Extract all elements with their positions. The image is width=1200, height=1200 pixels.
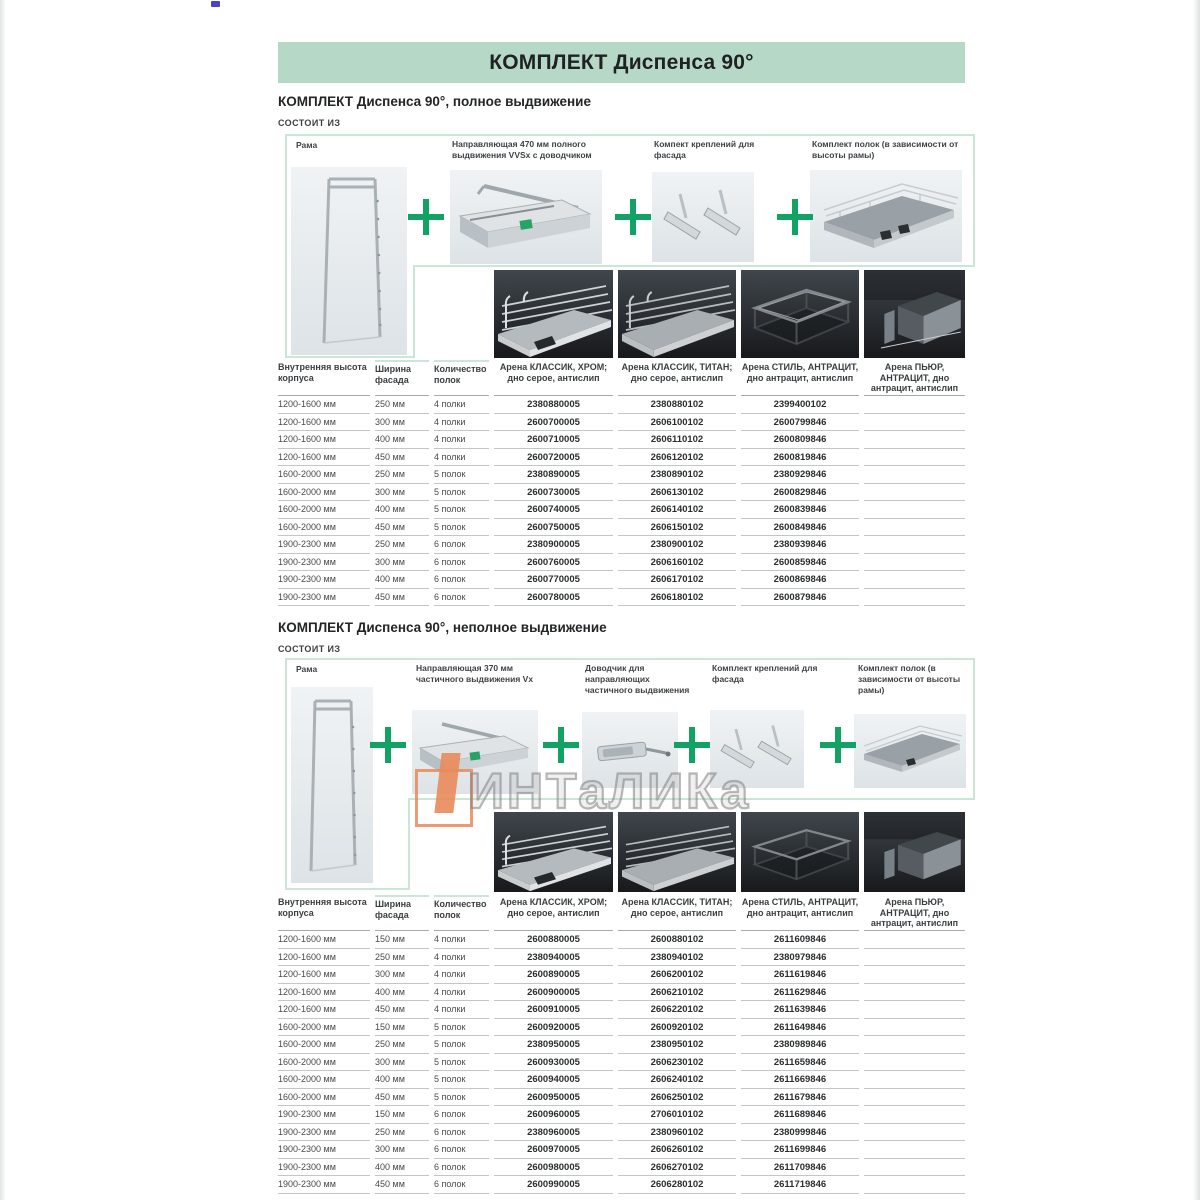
- shelf-kit-image: [854, 714, 966, 788]
- article-number: 2606160102: [618, 554, 736, 572]
- table-row: [278, 1124, 965, 1142]
- table-row: [278, 466, 965, 484]
- column-header: Внутренняя высота корпуса: [278, 360, 370, 396]
- table-header-row: [278, 360, 965, 396]
- spec-cell: 1600-2000 мм: [278, 1089, 370, 1107]
- article-number: 2600819846: [741, 449, 859, 467]
- article-number: 2600880005: [494, 931, 613, 949]
- article-number: 2611689846: [741, 1106, 859, 1124]
- column-header: Арена КЛАССИК, ХРОМ; дно серое, антислип: [494, 895, 613, 931]
- spec-cell: 250 мм: [375, 1036, 429, 1054]
- article-number: 2380940102: [618, 949, 736, 967]
- column-header: Арена КЛАССИК, ТИТАН; дно серое, антислип: [618, 895, 736, 931]
- article-number: [864, 1159, 965, 1177]
- spec-cell: 300 мм: [375, 484, 429, 502]
- spec-cell: 1900-2300 мм: [278, 554, 370, 572]
- spec-cell: 450 мм: [375, 589, 429, 607]
- article-number: 2380900102: [618, 536, 736, 554]
- table-row: [278, 589, 965, 607]
- product-photo-arena-pure-anthracite: [864, 270, 965, 358]
- article-number: 2380939846: [741, 536, 859, 554]
- spec-cell: 4 полки: [434, 1001, 489, 1019]
- article-number: 2611629846: [741, 984, 859, 1002]
- component-label-damper: Доводчик для направляющих частичного выдвижения: [585, 663, 690, 695]
- component-label-rail: Направляющая 470 мм полного выдвижения VVSx с доводчиком: [452, 139, 592, 160]
- article-number: 2380960102: [618, 1124, 736, 1142]
- article-number: 2600930005: [494, 1054, 613, 1072]
- spec-cell: 1900-2300 мм: [278, 1106, 370, 1124]
- article-number: [864, 1176, 965, 1194]
- spec-cell: 5 полок: [434, 1071, 489, 1089]
- spec-cell: 1600-2000 мм: [278, 1036, 370, 1054]
- product-photo-arena-style-anthracite: [741, 270, 859, 358]
- spec-cell: 4 полки: [434, 431, 489, 449]
- component-label-shelves: Комплект полок (в зависимости от высоты рамы): [858, 663, 961, 695]
- article-number: 2606220102: [618, 1001, 736, 1019]
- spec-cell: 400 мм: [375, 1071, 429, 1089]
- component-label-fixings: Компект креплений для фасада: [654, 139, 755, 160]
- spec-cell: 300 мм: [375, 966, 429, 984]
- article-number: [864, 431, 965, 449]
- article-number: 2600980005: [494, 1159, 613, 1177]
- spec-cell: 5 полок: [434, 519, 489, 537]
- spec-cell: 1200-1600 мм: [278, 966, 370, 984]
- article-number: 2600839846: [741, 501, 859, 519]
- column-header: Количество полок: [434, 895, 489, 931]
- column-header: Количество полок: [434, 360, 489, 396]
- article-number: 2606200102: [618, 966, 736, 984]
- spec-cell: 300 мм: [375, 414, 429, 432]
- spec-cell: 1900-2300 мм: [278, 1176, 370, 1194]
- table-row: [278, 966, 965, 984]
- spec-cell: 6 полок: [434, 1124, 489, 1142]
- spec-cell: 6 полок: [434, 1176, 489, 1194]
- component-label-fixings: Комплект креплений для фасада: [712, 663, 818, 684]
- article-number: 2380890102: [618, 466, 736, 484]
- table-body: [278, 396, 965, 606]
- spec-cell: 1600-2000 мм: [278, 1071, 370, 1089]
- spec-cell: 1600-2000 мм: [278, 1019, 370, 1037]
- spec-cell: 250 мм: [375, 536, 429, 554]
- article-number: 2606100102: [618, 414, 736, 432]
- article-number: 2600750005: [494, 519, 613, 537]
- scan-artifact-dot: [211, 1, 220, 7]
- table-row: [278, 931, 965, 949]
- spec-cell: 4 полки: [434, 396, 489, 414]
- spec-cell: 1600-2000 мм: [278, 484, 370, 502]
- consists-of-label: СОСТОИТ ИЗ: [278, 118, 341, 128]
- product-photo-arena-classic-chrome: [494, 812, 613, 892]
- article-number: 2600920005: [494, 1019, 613, 1037]
- article-number: 2606280102: [618, 1176, 736, 1194]
- article-number: [864, 554, 965, 572]
- article-number: [864, 501, 965, 519]
- article-number: [864, 484, 965, 502]
- spec-cell: 400 мм: [375, 571, 429, 589]
- spec-cell: 6 полок: [434, 536, 489, 554]
- watermark-text: ИНТаЛИКа: [468, 763, 752, 819]
- article-number: [864, 966, 965, 984]
- article-number: [864, 984, 965, 1002]
- column-header: Внутренняя высота корпуса: [278, 895, 370, 931]
- spec-cell: 450 мм: [375, 449, 429, 467]
- spec-cell: 1200-1600 мм: [278, 984, 370, 1002]
- column-header: Арена ПЬЮР, АНТРАЦИТ, дно антрацит, антислип: [864, 895, 965, 931]
- spec-cell: 6 полок: [434, 571, 489, 589]
- product-photo-arena-classic-chrome: [494, 270, 613, 358]
- spec-cell: 6 полок: [434, 589, 489, 607]
- spec-cell: 6 полок: [434, 1106, 489, 1124]
- article-number: [864, 571, 965, 589]
- article-number: [864, 1001, 965, 1019]
- article-number: 2611679846: [741, 1089, 859, 1107]
- component-label-rail: Направляющая 370 мм частичного выдвижения Vx: [416, 663, 534, 684]
- article-number: 2600730005: [494, 484, 613, 502]
- article-number: [864, 931, 965, 949]
- article-number: 2380960005: [494, 1124, 613, 1142]
- article-number: 2600720005: [494, 449, 613, 467]
- spec-cell: 1900-2300 мм: [278, 1141, 370, 1159]
- article-number: 2606210102: [618, 984, 736, 1002]
- article-number: [864, 949, 965, 967]
- article-number: 2600799846: [741, 414, 859, 432]
- article-number: 2611609846: [741, 931, 859, 949]
- column-header: Арена СТИЛЬ, АНТРАЦИТ, дно антрацит, антислип: [741, 895, 859, 931]
- spec-cell: 1200-1600 мм: [278, 414, 370, 432]
- spec-cell: 1200-1600 мм: [278, 949, 370, 967]
- spec-cell: 1600-2000 мм: [278, 466, 370, 484]
- article-number: [864, 466, 965, 484]
- table-header-row: [278, 895, 965, 931]
- article-number: 2606120102: [618, 449, 736, 467]
- table-row: [278, 396, 965, 414]
- spec-cell: 5 полок: [434, 466, 489, 484]
- plus-icon: [777, 199, 813, 235]
- table-row: [278, 1036, 965, 1054]
- product-photo-arena-style-anthracite: [741, 812, 859, 892]
- spec-cell: 300 мм: [375, 554, 429, 572]
- article-number: [864, 1106, 965, 1124]
- spec-cell: 5 полок: [434, 1036, 489, 1054]
- section-title: КОМПЛЕКТ Диспенса 90°, неполное выдвижение: [278, 620, 607, 635]
- article-number: 2611649846: [741, 1019, 859, 1037]
- article-number: 2600849846: [741, 519, 859, 537]
- fascia-fixing-kit-image: [652, 172, 754, 262]
- spec-cell: 400 мм: [375, 984, 429, 1002]
- spec-cell: 250 мм: [375, 949, 429, 967]
- spec-cell: 1200-1600 мм: [278, 396, 370, 414]
- article-number: 2600950005: [494, 1089, 613, 1107]
- article-number: 2600970005: [494, 1141, 613, 1159]
- article-number: 2399400102: [741, 396, 859, 414]
- spec-cell: 5 полок: [434, 484, 489, 502]
- table-row: [278, 1089, 965, 1107]
- spec-cell: 4 полки: [434, 414, 489, 432]
- spec-cell: 400 мм: [375, 1159, 429, 1177]
- component-label-shelves: Комплект полок (в зависимости от высоты рамы): [812, 139, 959, 160]
- plus-icon: [674, 727, 710, 763]
- article-number: 2600900005: [494, 984, 613, 1002]
- product-photo-arena-classic-titan: [618, 270, 736, 358]
- article-number: 2600760005: [494, 554, 613, 572]
- product-photo-arena-classic-titan: [618, 812, 736, 892]
- article-number: [864, 396, 965, 414]
- article-number: 2600940005: [494, 1071, 613, 1089]
- spec-cell: 6 полок: [434, 1141, 489, 1159]
- article-number: 2606240102: [618, 1071, 736, 1089]
- spec-cell: 1900-2300 мм: [278, 1159, 370, 1177]
- article-number: [864, 1124, 965, 1142]
- spec-cell: 5 полок: [434, 1019, 489, 1037]
- article-number: [864, 1019, 965, 1037]
- spec-cell: 4 полки: [434, 949, 489, 967]
- product-photo-arena-pure-anthracite: [864, 812, 965, 892]
- article-number: [864, 1071, 965, 1089]
- table-row: [278, 501, 965, 519]
- article-number: 2611669846: [741, 1071, 859, 1089]
- spec-cell: 4 полки: [434, 966, 489, 984]
- table-row: [278, 1141, 965, 1159]
- article-number: 2706010102: [618, 1106, 736, 1124]
- spec-cell: 250 мм: [375, 466, 429, 484]
- article-number: [864, 414, 965, 432]
- spec-cell: 1600-2000 мм: [278, 1054, 370, 1072]
- article-number: [864, 1141, 965, 1159]
- plus-icon: [820, 727, 856, 763]
- page-banner: [278, 42, 965, 83]
- spec-cell: 4 полки: [434, 984, 489, 1002]
- article-number: 2380950005: [494, 1036, 613, 1054]
- table-row: [278, 984, 965, 1002]
- column-header: Арена ПЬЮР, АНТРАЦИТ, дно антрацит, антислип: [864, 360, 965, 396]
- spec-cell: 1600-2000 мм: [278, 501, 370, 519]
- plus-icon: [408, 199, 444, 235]
- table-row: [278, 1054, 965, 1072]
- article-number: 2600960005: [494, 1106, 613, 1124]
- article-number: 2606140102: [618, 501, 736, 519]
- table-row: [278, 536, 965, 554]
- article-number: 2606250102: [618, 1089, 736, 1107]
- table-row: [278, 1019, 965, 1037]
- article-number: 2380950102: [618, 1036, 736, 1054]
- article-number: 2600740005: [494, 501, 613, 519]
- spec-cell: 300 мм: [375, 1141, 429, 1159]
- article-number: 2611709846: [741, 1159, 859, 1177]
- table-row: [278, 1159, 965, 1177]
- article-number: 2380999846: [741, 1124, 859, 1142]
- article-number: 2380989846: [741, 1036, 859, 1054]
- page-edge-right: [1193, 0, 1200, 1200]
- article-number: 2380880102: [618, 396, 736, 414]
- table-row: [278, 414, 965, 432]
- consists-of-label: СОСТОИТ ИЗ: [278, 644, 341, 654]
- spec-cell: 5 полок: [434, 1054, 489, 1072]
- spec-cell: 450 мм: [375, 1176, 429, 1194]
- article-number: 2380900005: [494, 536, 613, 554]
- article-number: 2606260102: [618, 1141, 736, 1159]
- article-number: [864, 589, 965, 607]
- spec-cell: 6 полок: [434, 1159, 489, 1177]
- spec-cell: 1900-2300 мм: [278, 1124, 370, 1142]
- spec-cell: 400 мм: [375, 501, 429, 519]
- article-number: 2606150102: [618, 519, 736, 537]
- spec-cell: 1600-2000 мм: [278, 519, 370, 537]
- table-row: [278, 1001, 965, 1019]
- spec-cell: 4 полки: [434, 449, 489, 467]
- table-row: [278, 1071, 965, 1089]
- component-label-frame: Рама: [296, 140, 318, 150]
- table-row: [278, 571, 965, 589]
- article-number: 2380979846: [741, 949, 859, 967]
- rail-470-product-image: [450, 170, 602, 264]
- section-title: КОМПЛЕКТ Диспенса 90°, полное выдвижение: [278, 94, 591, 109]
- shelf-kit-image: [810, 170, 962, 262]
- page-title: КОМПЛЕКТ Диспенса 90°: [489, 50, 754, 74]
- spec-cell: 6 полок: [434, 554, 489, 572]
- article-number: 2600880102: [618, 931, 736, 949]
- table-row: [278, 1106, 965, 1124]
- article-number: 2606170102: [618, 571, 736, 589]
- spec-cell: 5 полок: [434, 1089, 489, 1107]
- column-header: Арена КЛАССИК, ТИТАН; дно серое, антислип: [618, 360, 736, 396]
- spec-cell: 1200-1600 мм: [278, 431, 370, 449]
- article-number: 2380940005: [494, 949, 613, 967]
- spec-cell: 1200-1600 мм: [278, 449, 370, 467]
- article-number: 2600910005: [494, 1001, 613, 1019]
- article-number: 2606110102: [618, 431, 736, 449]
- table-row: [278, 949, 965, 967]
- spec-cell: 400 мм: [375, 431, 429, 449]
- spec-cell: 450 мм: [375, 519, 429, 537]
- spec-cell: 300 мм: [375, 1054, 429, 1072]
- article-number: 2606130102: [618, 484, 736, 502]
- spec-cell: 4 полки: [434, 931, 489, 949]
- article-number: 2600710005: [494, 431, 613, 449]
- article-number: 2380929846: [741, 466, 859, 484]
- plus-icon: [370, 727, 406, 763]
- article-number: 2611619846: [741, 966, 859, 984]
- components-box-bottom-border: [413, 265, 975, 267]
- plus-icon: [543, 727, 579, 763]
- article-number: 2600780005: [494, 589, 613, 607]
- table-body: [278, 931, 965, 1194]
- table-row: [278, 554, 965, 572]
- article-number: 2380890005: [494, 466, 613, 484]
- component-label-frame: Рама: [296, 664, 318, 674]
- article-number: 2600990005: [494, 1176, 613, 1194]
- spec-table-full-extension: [278, 360, 965, 606]
- spec-cell: 1200-1600 мм: [278, 1001, 370, 1019]
- article-number: 2600920102: [618, 1019, 736, 1037]
- spec-cell: 450 мм: [375, 1001, 429, 1019]
- article-number: 2600869846: [741, 571, 859, 589]
- spec-cell: 1200-1600 мм: [278, 931, 370, 949]
- spec-cell: 450 мм: [375, 1089, 429, 1107]
- article-number: 2606230102: [618, 1054, 736, 1072]
- spec-table-partial-extension: [278, 895, 965, 1194]
- article-number: [864, 536, 965, 554]
- article-number: 2600879846: [741, 589, 859, 607]
- spec-cell: 150 мм: [375, 1106, 429, 1124]
- article-number: [864, 519, 965, 537]
- page-edge-left: [0, 0, 6, 1200]
- frame-product-image: [291, 167, 407, 355]
- article-number: 2600809846: [741, 431, 859, 449]
- spec-cell: 5 полок: [434, 501, 489, 519]
- spec-cell: 250 мм: [375, 396, 429, 414]
- article-number: 2600770005: [494, 571, 613, 589]
- spec-cell: 150 мм: [375, 931, 429, 949]
- spec-cell: 150 мм: [375, 1019, 429, 1037]
- article-number: [864, 1089, 965, 1107]
- article-number: [864, 1054, 965, 1072]
- article-number: 2611659846: [741, 1054, 859, 1072]
- article-number: 2600890005: [494, 966, 613, 984]
- table-row: [278, 484, 965, 502]
- spec-cell: 1900-2300 мм: [278, 589, 370, 607]
- article-number: 2611699846: [741, 1141, 859, 1159]
- spec-cell: 250 мм: [375, 1124, 429, 1142]
- column-header: Ширина фасада: [375, 895, 429, 931]
- article-number: [864, 1036, 965, 1054]
- article-number: 2600700005: [494, 414, 613, 432]
- table-row: [278, 519, 965, 537]
- column-header: Ширина фасада: [375, 360, 429, 396]
- frame-product-image: [291, 687, 373, 883]
- column-header: Арена СТИЛЬ, АНТРАЦИТ, дно антрацит, антислип: [741, 360, 859, 396]
- article-number: 2380880005: [494, 396, 613, 414]
- table-row: [278, 1176, 965, 1194]
- article-number: 2611719846: [741, 1176, 859, 1194]
- plus-icon: [615, 199, 651, 235]
- table-row: [278, 431, 965, 449]
- spec-cell: 1900-2300 мм: [278, 536, 370, 554]
- column-header: Арена КЛАССИК, ХРОМ; дно серое, антислип: [494, 360, 613, 396]
- article-number: 2600859846: [741, 554, 859, 572]
- article-number: 2600829846: [741, 484, 859, 502]
- article-number: [864, 449, 965, 467]
- table-row: [278, 449, 965, 467]
- article-number: 2611639846: [741, 1001, 859, 1019]
- article-number: 2606180102: [618, 589, 736, 607]
- spec-cell: 1900-2300 мм: [278, 571, 370, 589]
- article-number: 2606270102: [618, 1159, 736, 1177]
